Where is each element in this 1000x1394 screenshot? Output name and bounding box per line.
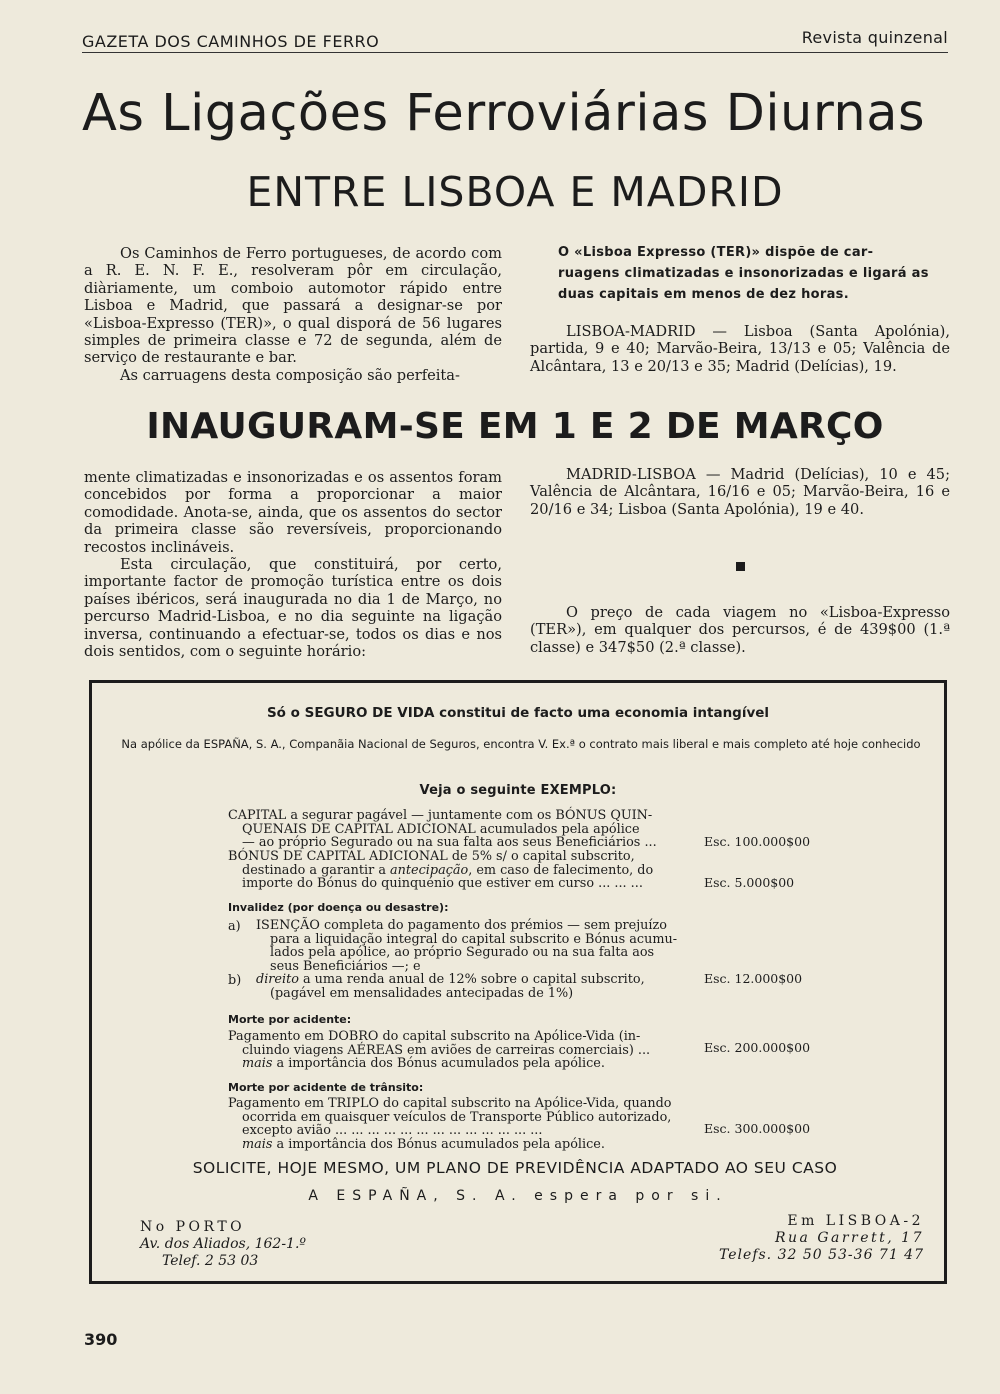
left-column-bottom <box>84 469 502 660</box>
text-fragment: a importância dos Bónus acumulados pela apólice. <box>272 1136 605 1152</box>
right-column-top <box>530 242 950 375</box>
text-line: BÓNUS DE CAPITAL ADICIONAL de 5% s/ o capital subscrito, <box>228 849 635 864</box>
text-line: lados pela apólice, ao próprio Segurado ou na sua falta aos <box>270 945 655 961</box>
ad-example-heading: Veja o seguinte EXEMPLO: <box>419 783 617 798</box>
text-line: CAPITAL a segurar pagável — juntamente com os BÓNUS QUIN- <box>228 808 653 823</box>
emphasis: mais <box>242 1056 273 1072</box>
text-line: ISENÇÃO completa do pagamento dos prémios — sem prejuízo <box>256 918 667 933</box>
lead-summary <box>530 242 950 305</box>
morte-amount: Esc. 200.000$00 <box>704 1040 811 1055</box>
transito-amount: Esc. 300.000$00 <box>704 1121 811 1136</box>
page-number: 390 <box>84 1330 118 1349</box>
text-line: Pagamento em TRIPLO do capital subscrito na Apólice-Vida, quando <box>228 1096 672 1111</box>
transito-item <box>228 1097 698 1151</box>
ad-headline: Só o SEGURO DE VIDA constitui de facto uma economia intangível <box>266 705 770 721</box>
text-line: ocorrida em quaisquer veículos de Transporte Público autorizado, <box>242 1109 672 1125</box>
price-paragraph <box>530 604 950 656</box>
address-street: Rua Garrett, 17 <box>774 1230 924 1246</box>
paragraph: Os Caminhos de Ferro portugueses, de acordo com a R. E. N. F. E., resolveram pôr em circulação, diàriamente, um comboio automotor rápido entre Lisboa e Madrid, que passará a designar-se por «Lisboa-Expresso (TER)», o qual disporá de 56 lugares simples de primeira classe e 72 de segunda, além de serviço de restaurante e bar. <box>84 245 502 367</box>
invalidez-label: Invalidez (por doença ou desastre): <box>228 901 449 914</box>
address-city: Em LISBOA-2 <box>787 1213 924 1229</box>
lead-line: O «Lisboa Expresso (TER)» dispõe de car- <box>558 245 874 260</box>
invalidez-b-item <box>256 973 698 1000</box>
article-title: As Ligações Ferroviárias Diurnas <box>82 84 926 143</box>
running-title: GAZETA DOS CAMINHOS DE FERRO <box>82 32 380 51</box>
text-line <box>228 864 698 878</box>
item-marker: a) <box>228 919 241 934</box>
transito-label: Morte por acidente de trânsito: <box>228 1081 424 1094</box>
invalidez-a-item <box>256 919 698 973</box>
price-text: O preço de cada viagem no «Lisboa-Expresso (TER»), em qualquer dos percursos, é de 439$00 (1.ª classe) e 347$50 (2.ª classe). <box>530 604 950 656</box>
text-line: (pagável em mensalidades antecipadas de 1%) <box>270 985 574 1001</box>
morte-item <box>228 1030 698 1071</box>
text-fragment: destinado a garantir a <box>242 862 391 878</box>
emphasis: direito <box>256 972 299 987</box>
paragraph: Esta circulação, que constituirá, por certo, importante factor de promoção turística entre os dois países ibéricos, será inaugurada no dia 1 de Março, no percurso Madrid-Lisboa, e no dia seguinte na ligação inversa, continuando a efectuar-se, todos os dias e nos dois sentidos, com o seguinte horário: <box>84 556 502 661</box>
section-separator <box>736 562 745 571</box>
emphasis: antecipação <box>390 862 469 878</box>
address-phone: Telef. 2 53 03 <box>162 1253 259 1269</box>
right-column-bottom <box>530 466 950 518</box>
text-line: cluindo viagens AÉREAS em aviões de carreiras comerciais) ... <box>242 1042 651 1058</box>
ad-intro: Na apólice da ESPAÑA, S. A., Companãia Nacional de Seguros, encontra V. Ex.ª o contrato mais liberal e mais completo até hoje conhecido <box>121 737 921 751</box>
item-marker: b) <box>228 973 242 988</box>
ad-call-to-action: SOLICITE, HOJE MESMO, UM PLANO DE PREVIDÊNCIA ADAPTADO AO SEU CASO <box>192 1159 838 1177</box>
paragraph: mente climatizadas e insonorizadas e os assentos foram concebidos por forma a proporcionar a maior comodidade. Anota-se, ainda, que os assentos do sector da primeira classe são reversíveis, proporcionando recostos inclináveis. <box>84 469 502 556</box>
inauguration-banner: INAUGURAM-SE EM 1 E 2 DE MARÇO <box>146 406 884 447</box>
text-fragment: a uma renda anual de 12% sobre o capital subscrito, <box>298 972 645 987</box>
capital-amount: Esc. 100.000$00 <box>704 834 811 849</box>
text-line: seus Beneficiários —; e <box>270 958 421 974</box>
text-line: — ao próprio Segurado ou na sua falta aos seus Beneficiários ... <box>242 835 657 851</box>
address-city: No PORTO <box>140 1219 246 1235</box>
address-phone: Telefs. 32 50 53-36 71 47 <box>719 1247 924 1263</box>
text-line <box>228 1138 698 1152</box>
capital-item <box>228 809 698 850</box>
text-fragment: a importância dos Bónus acumulados pela apólice. <box>272 1056 605 1072</box>
text-line: Pagamento em DOBRO do capital subscrito na Apólice-Vida (in- <box>228 1029 641 1044</box>
lead-line: duas capitais em menos de dez horas. <box>558 287 849 302</box>
b-amount: Esc. 12.000$00 <box>704 971 803 986</box>
paragraph: As carruagens desta composição são perfeita- <box>120 366 460 384</box>
porto-address <box>140 1219 306 1270</box>
bonus-amount: Esc. 5.000$00 <box>704 875 795 890</box>
text-line: excepto avião ... ... ... ... ... ... ... ... ... ... ... ... ... <box>242 1123 543 1139</box>
article-subtitle: ENTRE LISBOA E MADRID <box>246 168 784 216</box>
text-line <box>228 1057 698 1071</box>
text-line: para a liquidação integral do capital subscrito e Bónus acumu- <box>270 931 678 947</box>
schedule-madrid-lisboa: MADRID-LISBOA — Madrid (Delícias), 10 e 45; Valência de Alcântara, 16/16 e 05; Marvão-Beira, 16 e 20/16 e 34; Lisboa (Santa Apolónia), 19 e 40. <box>530 466 950 518</box>
header-rule <box>82 52 948 53</box>
schedule-lisboa-madrid: LISBOA-MADRID — Lisboa (Santa Apolónia), partida, 9 e 40; Marvão-Beira, 13/13 e 05; Valência de Alcântara, 13 e 20/13 e 35; Madrid (Delícias), 19. <box>530 323 950 375</box>
lisboa-address <box>719 1213 924 1264</box>
text-line <box>256 972 645 987</box>
text-line: QUENAIS DE CAPITAL ADICIONAL acumulados pela apólice <box>242 821 640 837</box>
text-line: importe do Bónus do quinquénio que estiver em curso ... ... ... <box>242 876 643 892</box>
text-fragment: , em caso de falecimento, do <box>468 862 654 878</box>
emphasis: mais <box>242 1136 273 1152</box>
ad-company-line: A ESPAÑA, S. A. espera por si. <box>308 1188 728 1204</box>
left-column-top <box>84 245 502 384</box>
running-subtitle: Revista quinzenal <box>801 28 948 47</box>
morte-label: Morte por acidente: <box>228 1013 352 1026</box>
insurance-advertisement <box>89 680 947 1284</box>
lead-line: ruagens climatizadas e insonorizadas e ligará as <box>558 266 929 281</box>
address-street: Av. dos Aliados, 162-1.º <box>140 1236 306 1252</box>
bonus-item <box>228 850 698 891</box>
